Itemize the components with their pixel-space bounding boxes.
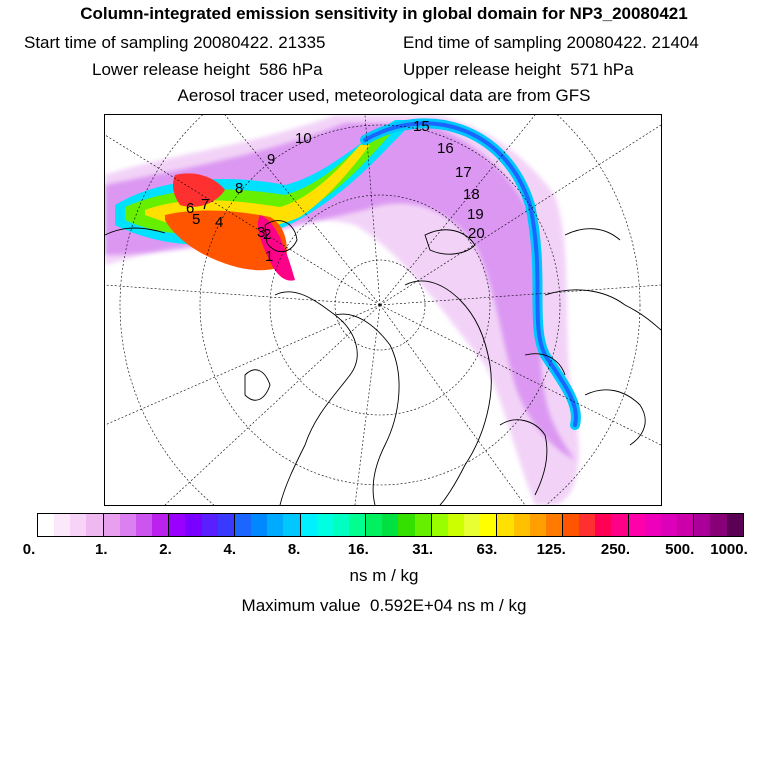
colorbar-swatch [267,514,283,536]
day-label-9: 9 [267,151,276,168]
colorbar [37,513,744,537]
lower-release-text: Lower release height 586 hPa [92,60,323,79]
day-label-16: 16 [437,140,454,157]
day-label-20: 20 [468,225,485,242]
colorbar-swatch [611,514,628,536]
colorbar-tick-label: 250. [600,541,631,558]
colorbar-swatch [710,514,726,536]
colorbar-swatch [382,514,398,536]
colorbar-tick-label: 0. [22,541,36,558]
colorbar-swatch [694,514,710,536]
day-label-15: 15 [413,118,430,135]
colorbar-swatch [349,514,366,536]
day-label-8: 8 [235,180,244,197]
day-label-7: 7 [201,196,210,213]
tracer-info-text: Aerosol tracer used, meteorological data are from GFS [177,86,591,105]
day-label-10: 10 [295,130,312,147]
day-label-6: 6 [186,200,195,217]
colorbar-swatch [218,514,235,536]
colorbar-swatch [645,514,661,536]
colorbar-swatch [152,514,169,536]
colorbar-swatch [464,514,480,536]
colorbar-swatch [251,514,267,536]
colorbar-tick-label: 125. [536,541,566,558]
colorbar-swatch [530,514,546,536]
day-label-19: 19 [467,206,484,223]
colorbar-swatch [333,514,349,536]
day-label-1: 1 [265,248,274,265]
colorbar-swatch [38,514,54,536]
colorbar-swatch [727,514,743,536]
colorbar-swatch [448,514,464,536]
units-label: ns m / kg [349,566,419,585]
maximum-value-text: Maximum value 0.592E+04 ns m / kg [241,596,527,615]
upper-release-text: Upper release height 571 hPa [403,60,634,79]
colorbar-swatch [366,514,382,536]
colorbar-swatch [104,514,120,536]
colorbar-swatch [169,514,185,536]
colorbar-tick-label: 8. [287,541,301,558]
colorbar-tick-label: 31. [412,541,434,558]
day-label-18: 18 [463,186,480,203]
colorbar-swatch [398,514,414,536]
colorbar-swatch [661,514,677,536]
day-label-2: 2 [263,226,272,243]
colorbar-swatch [283,514,300,536]
colorbar-swatch [579,514,595,536]
colorbar-swatch [202,514,218,536]
colorbar-swatch [480,514,497,536]
map-canvas [105,115,661,505]
plot-title: Column-integrated emission sensitivity in global domain for NP3_20080421 [80,4,688,23]
colorbar-swatch [595,514,611,536]
colorbar-swatch [70,514,86,536]
day-label-4: 4 [215,214,224,231]
colorbar-tick-label: 500. [665,541,695,558]
colorbar-swatch [317,514,333,536]
colorbar-tick-label: 4. [223,541,237,558]
day-label-5: 5 [192,211,201,228]
sensitivity-map [104,114,662,506]
colorbar-swatch [432,514,448,536]
colorbar-swatch [514,514,530,536]
start-time-text: Start time of sampling 20080422. 21335 [24,33,326,52]
day-label-3: 3 [257,224,266,241]
colorbar-swatch [563,514,579,536]
colorbar-swatch [546,514,563,536]
colorbar-swatch [136,514,152,536]
end-time-text: End time of sampling 20080422. 21404 [403,33,699,52]
colorbar-swatch [497,514,513,536]
colorbar-swatch [235,514,251,536]
colorbar-swatch [677,514,694,536]
colorbar-swatch [54,514,70,536]
colorbar-swatch [415,514,432,536]
day-label-17: 17 [455,164,472,181]
colorbar-swatch [86,514,103,536]
colorbar-tick-label: 16. [347,541,369,558]
colorbar-tick-label: 1. [95,541,108,558]
colorbar-swatch [629,514,645,536]
colorbar-swatch [120,514,136,536]
colorbar-swatch [301,514,317,536]
colorbar-tick-label: 63. [476,541,498,558]
colorbar-swatch [185,514,201,536]
colorbar-tick-label: 2. [159,541,172,558]
colorbar-tick-label: 1000. [710,541,748,558]
